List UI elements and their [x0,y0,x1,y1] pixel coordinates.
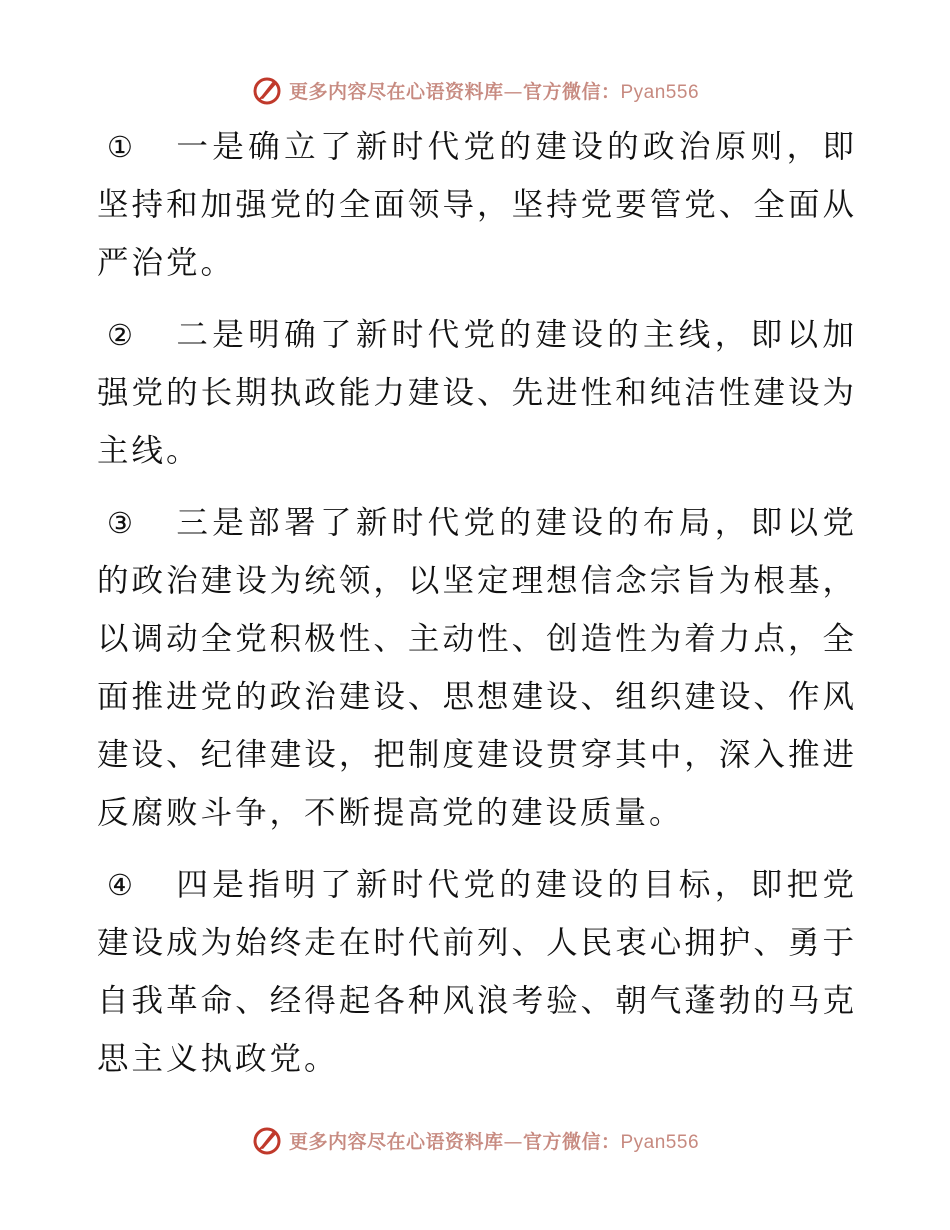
item-marker: ③ [107,506,136,540]
header-watermark [0,72,950,108]
item-text: 四是指明了新时代党的建设的目标，即把党建设成为始终走在时代前列、人民衷心拥护、勇于自我革命、经得起各种风浪考验、朝气蓬勃的马克思主义执政党。 [97,867,857,1077]
item-marker: ① [107,130,136,164]
list-item [97,494,857,842]
item-text: 一是确立了新时代党的建设的政治原则，即坚持和加强党的全面领导，坚持党要管党、全面从严治党。 [97,129,857,281]
list-item [97,306,857,480]
list-item [97,856,857,1088]
quill-logo-icon [251,1124,283,1156]
watermark-text: 更多内容尽在心语资料库—官方微信：Pyan556 [288,1130,700,1153]
item-text: 三是部署了新时代党的建设的布局，即以党的政治建设为统领，以坚定理想信念宗旨为根基，以调动全党积极性、主动性、创造性为着力点，全面推进党的政治建设、思想建设、组织建设、作风建设、纪律建设，把制度建设贯穿其中，深入推进反腐败斗争，不断提高党的建设质量。 [97,505,857,831]
footer-watermark [0,1122,950,1158]
document-body [97,118,857,1102]
item-marker: ④ [107,868,136,902]
watermark-text: 更多内容尽在心语资料库—官方微信：Pyan556 [288,80,700,103]
item-marker: ② [107,318,136,352]
item-text: 二是明确了新时代党的建设的主线，即以加强党的长期执政能力建设、先进性和纯洁性建设为主线。 [97,317,857,469]
quill-logo-icon [251,74,283,106]
list-item [97,118,857,292]
